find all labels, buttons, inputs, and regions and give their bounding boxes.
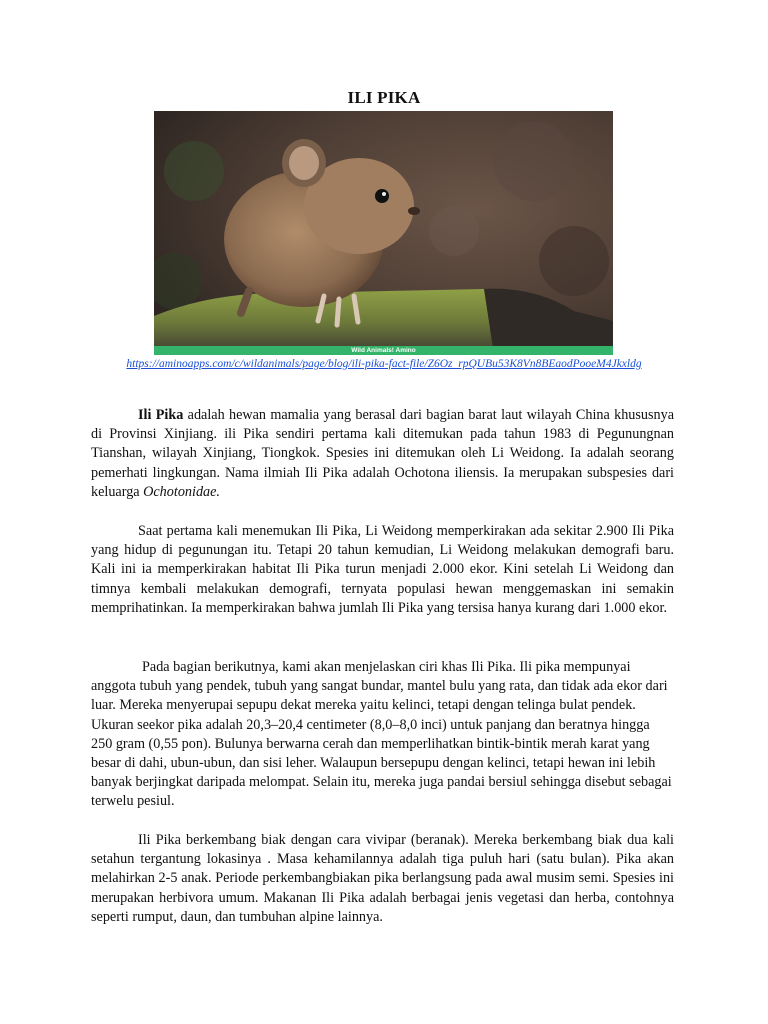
paragraph-3-text: Pada bagian berikutnya, kami akan menjelaskan ciri khas Ili Pika. Ili pika mempunyai anggota tubuh yang pendek, tubuh yang sangat bundar, mantel bulu yang rata, dan tidak ada ekor dari luar. Mereka menyerupai sepupu dekat mereka yaitu kelinci, tetapi dengan telinga bulat pendek. Ukuran seekor pika adalah 20,3–20,4 centimeter (8,0–8,0 inci) untuk panjang dan beratnya hingga 250 gram (0,55 pon). Bulunya berwarna cerah dan memperlihatkan bintik-bintik merah karat yang besar di dahi, ubun-ubun, dan sisi leher. Walaupun bersepupu dengan kelinci, tetapi hewan ini lebih banyak berjingkat daripada melompat. Selain itu, mereka juga pandai bersiul sehingga disebut sebagai terwelu pesiul. bbox=[91, 659, 672, 810]
paragraph-1 bbox=[91, 406, 674, 502]
paragraph-2 bbox=[91, 522, 674, 618]
pika-photo bbox=[154, 111, 613, 355]
paragraph-1-italic: Ochotonidae. bbox=[143, 483, 220, 500]
paragraph-1-text: adalah hewan mamalia yang berasal dari bagian barat laut wilayah China khususnya di Provinsi Xinjiang. ili Pika sendiri pertama kali ditemukan pada tahun 1983 di Pegunungnan Tianshan, wilayah Xinjiang, Tiongkok. Spesies ini ditemukan oleh Li Weidong. Ia adalah seorang pemerhati lingkungan. Nama ilmiah Ili Pika adalah Ochotona iliensis. Ia merupakan subspesies dari keluarga bbox=[91, 407, 674, 500]
image-credit-bar: Wild Animals! Amino bbox=[154, 346, 613, 355]
paragraph-4-text: Ili Pika berkembang biak dengan cara vivipar (beranak). Mereka berkembang biak dua kali setahun tergantung lokasinya . Masa kehamilannya adalah tiga puluh hari (satu bulan). Pika akan melahirkan 2-5 anak. Periode perkembangbiakan pika berlangsung pada awal musim semi. Spesies ini merupakan herbivora umum. Makanan Ili Pika adalah berbagai jenis vegetasi dan herba, contohnya seperti rumput, daun, dan tumbuhan alpine lainnya. bbox=[91, 832, 674, 925]
document-title: ILI PIKA bbox=[347, 88, 421, 107]
paragraph-1-lead: Ili Pika bbox=[138, 407, 184, 423]
source-link[interactable]: https://aminoapps.com/c/wildanimals/page/blog/ili-pika-fact-file/Z6Oz_rpQUBu53K8Vn8BEaodPooeM4Jkxldg bbox=[126, 358, 642, 370]
pika-illustration bbox=[154, 111, 613, 355]
paragraph-2-text: Saat pertama kali menemukan Ili Pika, Li Weidong memperkirakan ada sekitar 2.900 Ili Pika yang hidup di pegunungan itu. Tetapi 20 tahun kemudian, Li Weidong melakukan demografi baru. Kali ini ia memperkirakan habitat Ili Pika turun menjadi 2.000 ekor. Kini setelah Li Weidong dan timnya kembali melakukan demografi, ternyata populasi hewan menggemaskan ini semakin memprihatinkan. Ia memperkirakan bahwa jumlah Ili Pika yang tersisa hanya kurang dari 1.000 ekor. bbox=[91, 523, 674, 616]
paragraph-4 bbox=[91, 831, 674, 927]
paragraph-3 bbox=[91, 658, 674, 812]
